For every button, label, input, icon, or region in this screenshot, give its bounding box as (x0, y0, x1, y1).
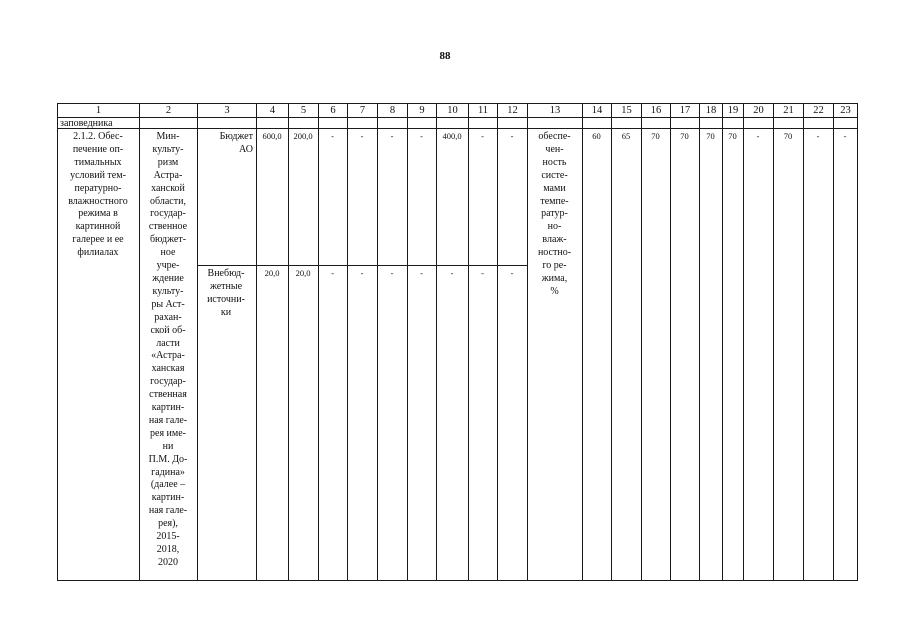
text-line: темпе- (540, 195, 569, 207)
row-2-value-7: - (360, 268, 364, 278)
indicator-value-15: 65 (621, 131, 631, 141)
row-1-value-10: 400,0 (442, 131, 462, 141)
column-header-23: 23 (840, 105, 851, 116)
text-line: % (550, 285, 559, 297)
column-rule-11 (497, 103, 498, 581)
text-line: бюджет- (149, 234, 187, 246)
row-2-value-5: 20,0 (295, 268, 311, 278)
text-line: 2020 (158, 556, 178, 568)
column-rule-22 (833, 103, 834, 581)
column-header-7: 7 (359, 105, 366, 116)
column-rule-15 (641, 103, 642, 581)
text-line: ная гале- (148, 414, 188, 426)
column-rule-20 (773, 103, 774, 581)
column-rule-3 (256, 103, 257, 581)
text-line: условий тем- (70, 169, 126, 181)
column-header-17: 17 (679, 105, 691, 116)
column-header-18: 18 (705, 105, 717, 116)
column-header-15: 15 (621, 105, 632, 116)
column-header-12: 12 (507, 105, 518, 116)
continuation-bottom-rule (57, 128, 858, 129)
row-1-value-5: 200,0 (293, 131, 313, 141)
indicator-value-16: 70 (651, 131, 660, 141)
subrow-split-rule (197, 265, 528, 266)
column-rule-8 (407, 103, 408, 581)
column-rule-2 (197, 103, 198, 581)
row-1-value-4: 600,0 (262, 131, 282, 141)
text-line: АО (239, 143, 253, 155)
text-line: ласти (156, 337, 180, 349)
text-line: Бюджет (219, 131, 253, 142)
column-header-21: 21 (783, 105, 794, 116)
row-2-value-11: - (481, 268, 484, 278)
row-2-value-6: - (331, 268, 334, 278)
row-1-value-12: - (510, 131, 514, 141)
column-header-8: 8 (389, 105, 396, 116)
indicator-value-21: 70 (783, 131, 793, 141)
text-line: тимальных (74, 156, 122, 168)
indicator-value-18: 70 (706, 131, 715, 141)
text-line: культу- (152, 285, 184, 297)
text-line: 2.1.2. Обес- (73, 131, 123, 142)
text-line: источни- (207, 293, 245, 305)
text-line: но- (547, 221, 562, 233)
text-line: печение оп- (72, 143, 124, 155)
text-line: Астра- (153, 169, 183, 181)
text-line: области, (150, 195, 186, 207)
row-2-value-12: - (510, 268, 514, 278)
funding-source-1 (199, 131, 253, 157)
text-line: государ- (150, 208, 186, 220)
column-rule-6 (347, 103, 348, 581)
column-rule-16 (670, 103, 671, 581)
text-line: обеспе- (538, 131, 571, 142)
text-line: учре- (156, 260, 180, 272)
text-line: ризм (157, 156, 179, 168)
column-header-22: 22 (813, 105, 824, 116)
column-header-4: 4 (269, 105, 276, 116)
column-header-13: 13 (549, 105, 561, 116)
row-1-value-6: - (331, 131, 334, 141)
text-line: ханская (151, 363, 185, 375)
text-line: ственная (149, 389, 187, 401)
row-1-value-7: - (360, 131, 364, 141)
text-line: государ- (150, 376, 186, 388)
page-number: 88 (439, 50, 451, 62)
column-header-6: 6 (330, 105, 336, 116)
column-rule-19 (743, 103, 744, 581)
text-line: систе- (541, 169, 568, 181)
text-line: рахан- (154, 311, 182, 323)
column-rule-21 (803, 103, 804, 581)
text-line: ждение (152, 272, 184, 284)
row-2-value-9: - (420, 268, 423, 278)
text-line: ное (160, 247, 176, 259)
column-header-9: 9 (419, 105, 425, 116)
column-header-5: 5 (300, 105, 307, 116)
indicator-name (528, 131, 581, 299)
column-header-1: 1 (95, 105, 102, 116)
text-line: ность (542, 156, 567, 168)
text-line: жетные (209, 280, 243, 292)
text-line: ственное (148, 221, 188, 233)
text-line: «Астра- (151, 350, 185, 362)
indicator-value-22: - (816, 131, 820, 141)
text-line: картинной (75, 221, 121, 233)
executor-text (140, 131, 196, 570)
column-rule-14 (611, 103, 612, 581)
text-line: ской об- (150, 324, 186, 336)
row-2-value-4: 20,0 (264, 268, 280, 278)
text-line: жима, (541, 272, 568, 284)
column-rule-7 (377, 103, 378, 581)
text-line: го ре- (542, 260, 567, 272)
column-rule-4 (288, 103, 289, 581)
text-line: мами (543, 182, 566, 194)
row-2-value-8: - (390, 268, 394, 278)
text-line: режима в (78, 208, 118, 220)
text-line: картин- (151, 402, 185, 414)
text-line: гадина» (151, 466, 185, 478)
text-line: ная гале- (148, 505, 188, 517)
text-line: рея), (158, 518, 178, 530)
indicator-value-19: 70 (728, 131, 737, 141)
text-line: филиалах (77, 247, 119, 259)
text-line: ханской (151, 182, 185, 194)
column-rule-23 (857, 103, 858, 581)
text-line: галерее и ее (72, 234, 124, 246)
column-header-2: 2 (165, 105, 172, 116)
text-line: пературно- (74, 182, 122, 194)
text-line: Мин- (156, 131, 180, 142)
column-header-20: 20 (753, 105, 764, 116)
text-line: ры Аст- (151, 298, 185, 310)
text-line: культу- (152, 143, 184, 155)
row-1-value-8: - (390, 131, 394, 141)
row-1-value-11: - (481, 131, 484, 141)
row-2-value-10: - (450, 268, 454, 278)
column-rule-18 (722, 103, 723, 581)
indicator-value-20: - (756, 131, 760, 141)
column-header-11: 11 (477, 105, 489, 116)
text-line: 2015- (156, 531, 180, 543)
column-header-10: 10 (447, 105, 458, 116)
header-bottom-rule (57, 117, 858, 118)
indicator-value-17: 70 (680, 131, 689, 141)
column-rule-17 (699, 103, 700, 581)
text-line: П.М. До- (148, 453, 188, 465)
text-line: ностно- (537, 247, 572, 259)
text-line: картин- (151, 492, 185, 504)
continuation-text: заповедника (60, 118, 113, 129)
indicator-value-23: - (843, 131, 847, 141)
text-line: влажностного (68, 195, 128, 207)
column-header-19: 19 (727, 105, 739, 116)
column-rule-13 (582, 103, 583, 581)
funding-source-2 (199, 268, 253, 320)
text-line: ки (220, 306, 232, 318)
text-line: Внебюд- (207, 268, 245, 279)
column-rule-5 (318, 103, 319, 581)
text-line: ратур- (541, 208, 568, 220)
measure-name (58, 131, 138, 260)
column-rule-10 (468, 103, 469, 581)
row-1-value-9: - (420, 131, 423, 141)
text-line: (далее – (150, 479, 186, 491)
text-line: ни (162, 440, 174, 452)
text-line: рея име- (150, 427, 186, 439)
column-rule-9 (436, 103, 437, 581)
table-bottom-rule (57, 580, 858, 581)
indicator-value-14: 60 (592, 131, 601, 141)
column-header-16: 16 (650, 105, 662, 116)
column-header-14: 14 (591, 105, 603, 116)
text-line: влаж- (542, 234, 567, 246)
column-header-3: 3 (224, 105, 230, 116)
text-line: 2018, (156, 544, 180, 555)
text-line: чен- (545, 143, 564, 155)
